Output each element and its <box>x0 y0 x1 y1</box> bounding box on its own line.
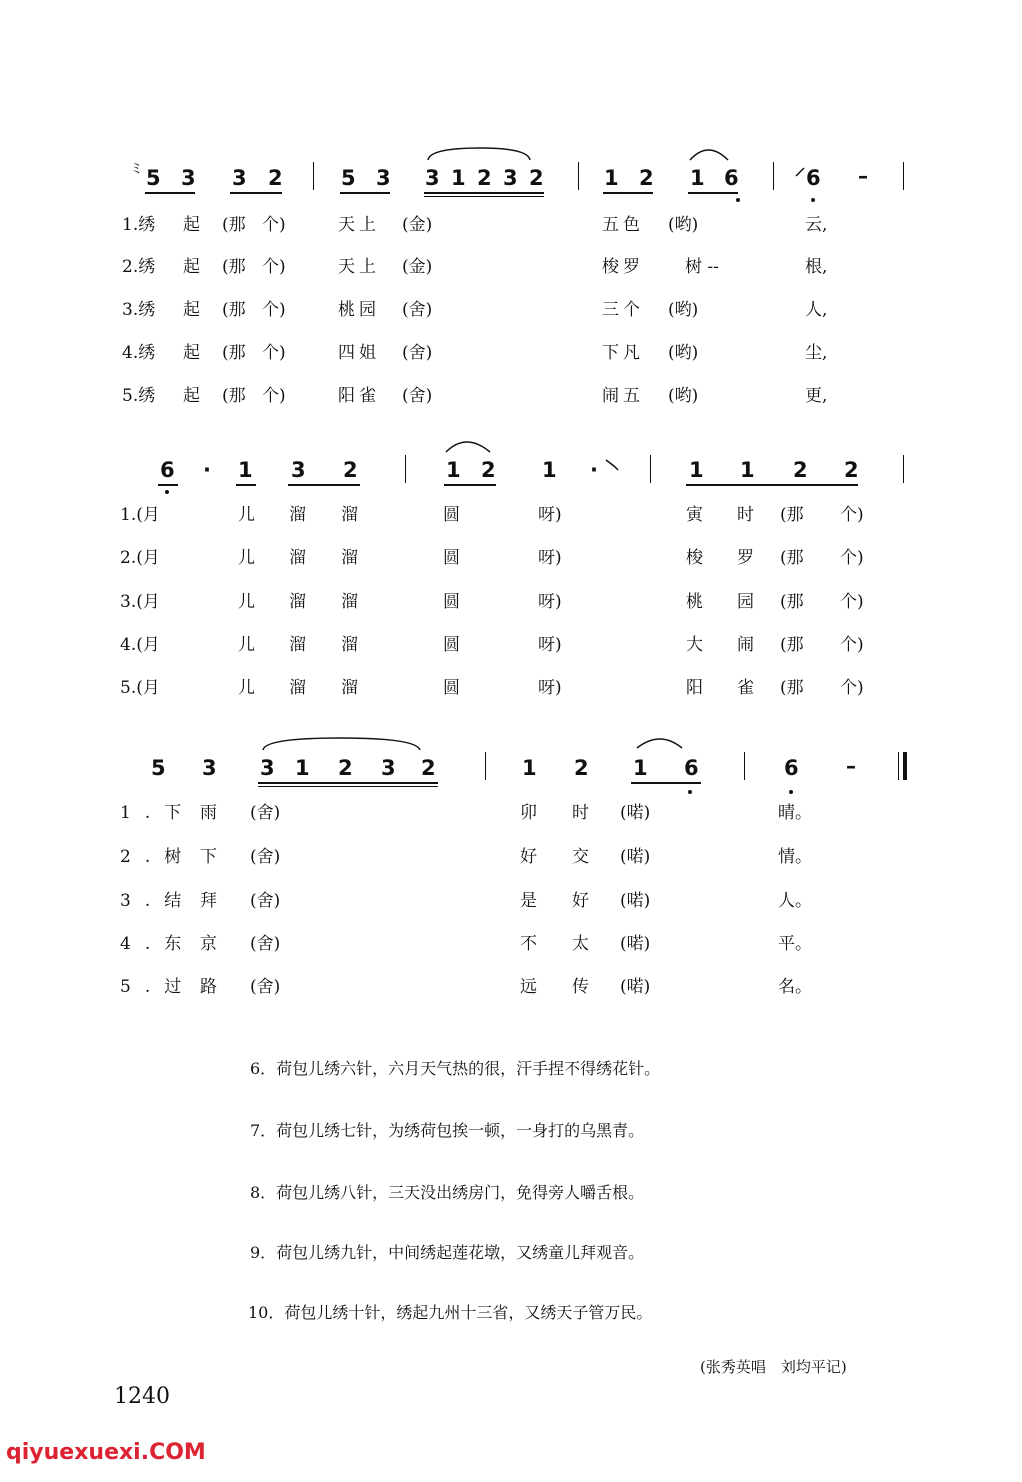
lyric: 溜 <box>289 505 306 525</box>
lyric: 桃园 <box>338 300 380 320</box>
lyric: 更, <box>805 386 828 406</box>
lyric: (喏) <box>620 934 651 954</box>
lyric: 儿 <box>238 592 255 612</box>
note: 1 <box>633 756 648 780</box>
lyric: 梭 <box>686 548 703 568</box>
tick-mark <box>796 168 804 176</box>
dash: – <box>858 164 868 188</box>
slur <box>690 150 728 160</box>
lyric: 2.(月 <box>120 548 160 568</box>
lyric: 1.下 <box>120 803 196 823</box>
lyric: 闹五 <box>602 386 644 406</box>
lyric: (舍) <box>250 847 281 867</box>
lyric: 好 <box>520 847 537 867</box>
note: 1 <box>451 166 466 190</box>
note: 2 <box>477 166 492 190</box>
lyric: 个) <box>262 300 286 320</box>
lyric: 溜 <box>289 635 306 655</box>
lyric: 个) <box>262 215 286 235</box>
lyric: 呀) <box>538 505 562 525</box>
lyric: (舍) <box>402 386 433 406</box>
lyric: 溜 <box>341 635 358 655</box>
lyric: 人, <box>805 300 828 320</box>
lyric: 个) <box>840 505 864 525</box>
lyric: (那 <box>780 635 804 655</box>
lyric: 起 <box>183 257 200 277</box>
note: 3 <box>232 166 247 190</box>
breath-mark: ミ <box>130 162 144 177</box>
note: 1 <box>689 458 704 482</box>
lyric: 雀 <box>737 678 754 698</box>
lyric: 交 <box>572 847 589 867</box>
lyric: 下 <box>200 847 217 867</box>
lyric: 圆 <box>443 678 460 698</box>
lyric: (那 <box>222 215 246 235</box>
lyric: 溜 <box>289 548 306 568</box>
note: 1 <box>446 458 461 482</box>
lyric: 个) <box>262 386 286 406</box>
watermark: qiyuexuexi.COM <box>6 1440 206 1465</box>
lyric: 起 <box>183 215 200 235</box>
lyric: 儿 <box>238 548 255 568</box>
lyric: (那 <box>780 678 804 698</box>
note: 2 <box>529 166 544 190</box>
lyric: 罗 <box>737 548 754 568</box>
lyric: 溜 <box>289 678 306 698</box>
lyric: 树 -- <box>685 257 719 277</box>
note: 6 <box>160 458 175 482</box>
note: 1 <box>522 756 537 780</box>
lyric: (喏) <box>620 803 651 823</box>
lyric: 溜 <box>341 678 358 698</box>
lyric: 闹 <box>737 635 754 655</box>
verse-line: 8．荷包儿绣八针，三天没出绣房门，免得旁人嚼舌根。 <box>250 1183 645 1202</box>
lyric: 根, <box>805 257 828 277</box>
lyric: 3.(月 <box>120 592 160 612</box>
lyric: 桃 <box>686 592 703 612</box>
note: 3 <box>260 756 275 780</box>
note: · <box>203 458 211 482</box>
lyric: 晴。 <box>778 803 812 823</box>
octave-dot <box>789 790 793 794</box>
lyric: 不 <box>520 934 537 954</box>
note: 2 <box>481 458 496 482</box>
lyric: 4.绣 <box>122 343 156 363</box>
lyric: 个) <box>840 548 864 568</box>
note: 6 <box>806 166 821 190</box>
lyric: 阳雀 <box>338 386 380 406</box>
octave-dot <box>736 198 740 202</box>
lyric: 圆 <box>443 548 460 568</box>
note: 3 <box>181 166 196 190</box>
lyric: 平。 <box>778 934 812 954</box>
lyric: (金) <box>402 215 433 235</box>
lyric: 天上 <box>338 215 380 235</box>
lyric: 尘, <box>805 343 828 363</box>
note: 2 <box>268 166 283 190</box>
lyric: (哟) <box>668 386 699 406</box>
lyric: 呀) <box>538 635 562 655</box>
lyric: (金) <box>402 257 433 277</box>
note: 1 <box>542 458 557 482</box>
note: 6 <box>724 166 739 190</box>
lyric: 卯 <box>520 803 537 823</box>
slur <box>446 442 490 452</box>
lyric: 圆 <box>443 635 460 655</box>
lyric: 个) <box>262 343 286 363</box>
lyric: 京 <box>200 934 217 954</box>
lyric: 拜 <box>200 891 217 911</box>
slur <box>263 738 420 750</box>
lyric: (喏) <box>620 891 651 911</box>
note: 1 <box>690 166 705 190</box>
lyric: 1.(月 <box>120 505 160 525</box>
note: 3 <box>376 166 391 190</box>
credit: (张秀英唱 刘均平记) <box>700 1358 847 1376</box>
octave-dot <box>165 490 169 494</box>
lyric: 溜 <box>341 505 358 525</box>
lyric: (喏) <box>620 847 651 867</box>
lyric: 4.东 <box>120 934 196 954</box>
lyric: 4.(月 <box>120 635 160 655</box>
lyric: 3.绣 <box>122 300 156 320</box>
lyric: 呀) <box>538 592 562 612</box>
lyric: (那 <box>780 505 804 525</box>
lyric: 个) <box>262 257 286 277</box>
lyric: 起 <box>183 343 200 363</box>
lyric: (舍) <box>402 343 433 363</box>
note: 2 <box>338 756 353 780</box>
lyric: 时 <box>572 803 589 823</box>
lyric: 圆 <box>443 592 460 612</box>
lyric: 大 <box>686 635 703 655</box>
lyric: 5.过 <box>120 977 196 997</box>
note: 1 <box>295 756 310 780</box>
lyric: (那 <box>222 257 246 277</box>
octave-dot <box>811 198 815 202</box>
verse-line: 10．荷包儿绣十针，绣起九州十三省，又绣天子管万民。 <box>248 1303 653 1322</box>
note: 5 <box>146 166 161 190</box>
note: 3 <box>291 458 306 482</box>
note: 2 <box>421 756 436 780</box>
note: 2 <box>844 458 859 482</box>
note: 1 <box>740 458 755 482</box>
lyric: 个) <box>840 592 864 612</box>
lyric: 五色 <box>602 215 644 235</box>
lyric: 3.结 <box>120 891 196 911</box>
lyric: 是 <box>520 891 537 911</box>
note: 3 <box>202 756 217 780</box>
lyric: 人。 <box>778 891 812 911</box>
octave-dot <box>688 790 692 794</box>
lyric: 好 <box>572 891 589 911</box>
lyric: (舍) <box>250 934 281 954</box>
lyric: 梭罗 <box>602 257 644 277</box>
lyric: 四姐 <box>338 343 380 363</box>
lyric: 5.绣 <box>122 386 156 406</box>
lyric: (哟) <box>668 343 699 363</box>
note: 2 <box>574 756 589 780</box>
lyric: (那 <box>222 386 246 406</box>
note: 1 <box>238 458 253 482</box>
note: · <box>590 458 598 482</box>
verse-line: 6．荷包儿绣六针，六月天气热的很，汗手捏不得绣花针。 <box>250 1059 661 1078</box>
note: 3 <box>425 166 440 190</box>
lyric: 1.绣 <box>122 215 156 235</box>
note: 6 <box>784 756 799 780</box>
lyric: 溜 <box>341 548 358 568</box>
lyric: (那 <box>222 343 246 363</box>
lyric: 溜 <box>289 592 306 612</box>
lyric: 情。 <box>778 847 812 867</box>
note: 3 <box>381 756 396 780</box>
verse-line: 9．荷包儿绣九针，中间绣起莲花墩，又绣童儿拜观音。 <box>250 1243 645 1262</box>
lyric: 个) <box>840 635 864 655</box>
verse-line: 7．荷包儿绣七针，为绣荷包挨一顿，一身打的乌黑青。 <box>250 1121 645 1140</box>
lyric: (舍) <box>250 977 281 997</box>
lyric: (喏) <box>620 977 651 997</box>
slur <box>428 148 530 160</box>
lyric: (舍) <box>250 891 281 911</box>
lyric: 儿 <box>238 635 255 655</box>
lyric: 雨 <box>200 803 217 823</box>
lyric: 名。 <box>778 977 812 997</box>
lyric: 下凡 <box>602 343 644 363</box>
lyric: 儿 <box>238 505 255 525</box>
lyric: 圆 <box>443 505 460 525</box>
lyric: 太 <box>572 934 589 954</box>
lyric: 路 <box>200 977 217 997</box>
lyric: (那 <box>780 548 804 568</box>
tick-mark <box>606 460 618 470</box>
lyric: 天上 <box>338 257 380 277</box>
lyric: 云, <box>805 215 828 235</box>
lyric: 5.(月 <box>120 678 160 698</box>
note: 5 <box>151 756 166 780</box>
note: 3 <box>503 166 518 190</box>
lyric: 起 <box>183 386 200 406</box>
lyric: 远 <box>520 977 537 997</box>
lyric: 溜 <box>341 592 358 612</box>
lyric: 传 <box>572 977 589 997</box>
page-number: 1240 <box>114 1384 170 1409</box>
note: 5 <box>341 166 356 190</box>
lyric: 起 <box>183 300 200 320</box>
lyric: 寅 <box>686 505 703 525</box>
lyric: (哟) <box>668 300 699 320</box>
lyric: 呀) <box>538 678 562 698</box>
lyric: 园 <box>737 592 754 612</box>
lyric: 个) <box>840 678 864 698</box>
dash: – <box>846 754 856 778</box>
lyric: (那 <box>222 300 246 320</box>
lyric: 呀) <box>538 548 562 568</box>
lyric: (舍) <box>402 300 433 320</box>
lyric: (那 <box>780 592 804 612</box>
slur <box>637 739 682 748</box>
lyric: 2.树 <box>120 847 196 867</box>
note: 2 <box>793 458 808 482</box>
note: 2 <box>343 458 358 482</box>
lyric: 时 <box>737 505 754 525</box>
note: 2 <box>639 166 654 190</box>
lyric: 三个 <box>602 300 644 320</box>
lyric: 儿 <box>238 678 255 698</box>
note: 6 <box>684 756 699 780</box>
note: 1 <box>604 166 619 190</box>
lyric: 阳 <box>686 678 703 698</box>
lyric: (舍) <box>250 803 281 823</box>
lyric: 2.绣 <box>122 257 156 277</box>
lyric: (哟) <box>668 215 699 235</box>
